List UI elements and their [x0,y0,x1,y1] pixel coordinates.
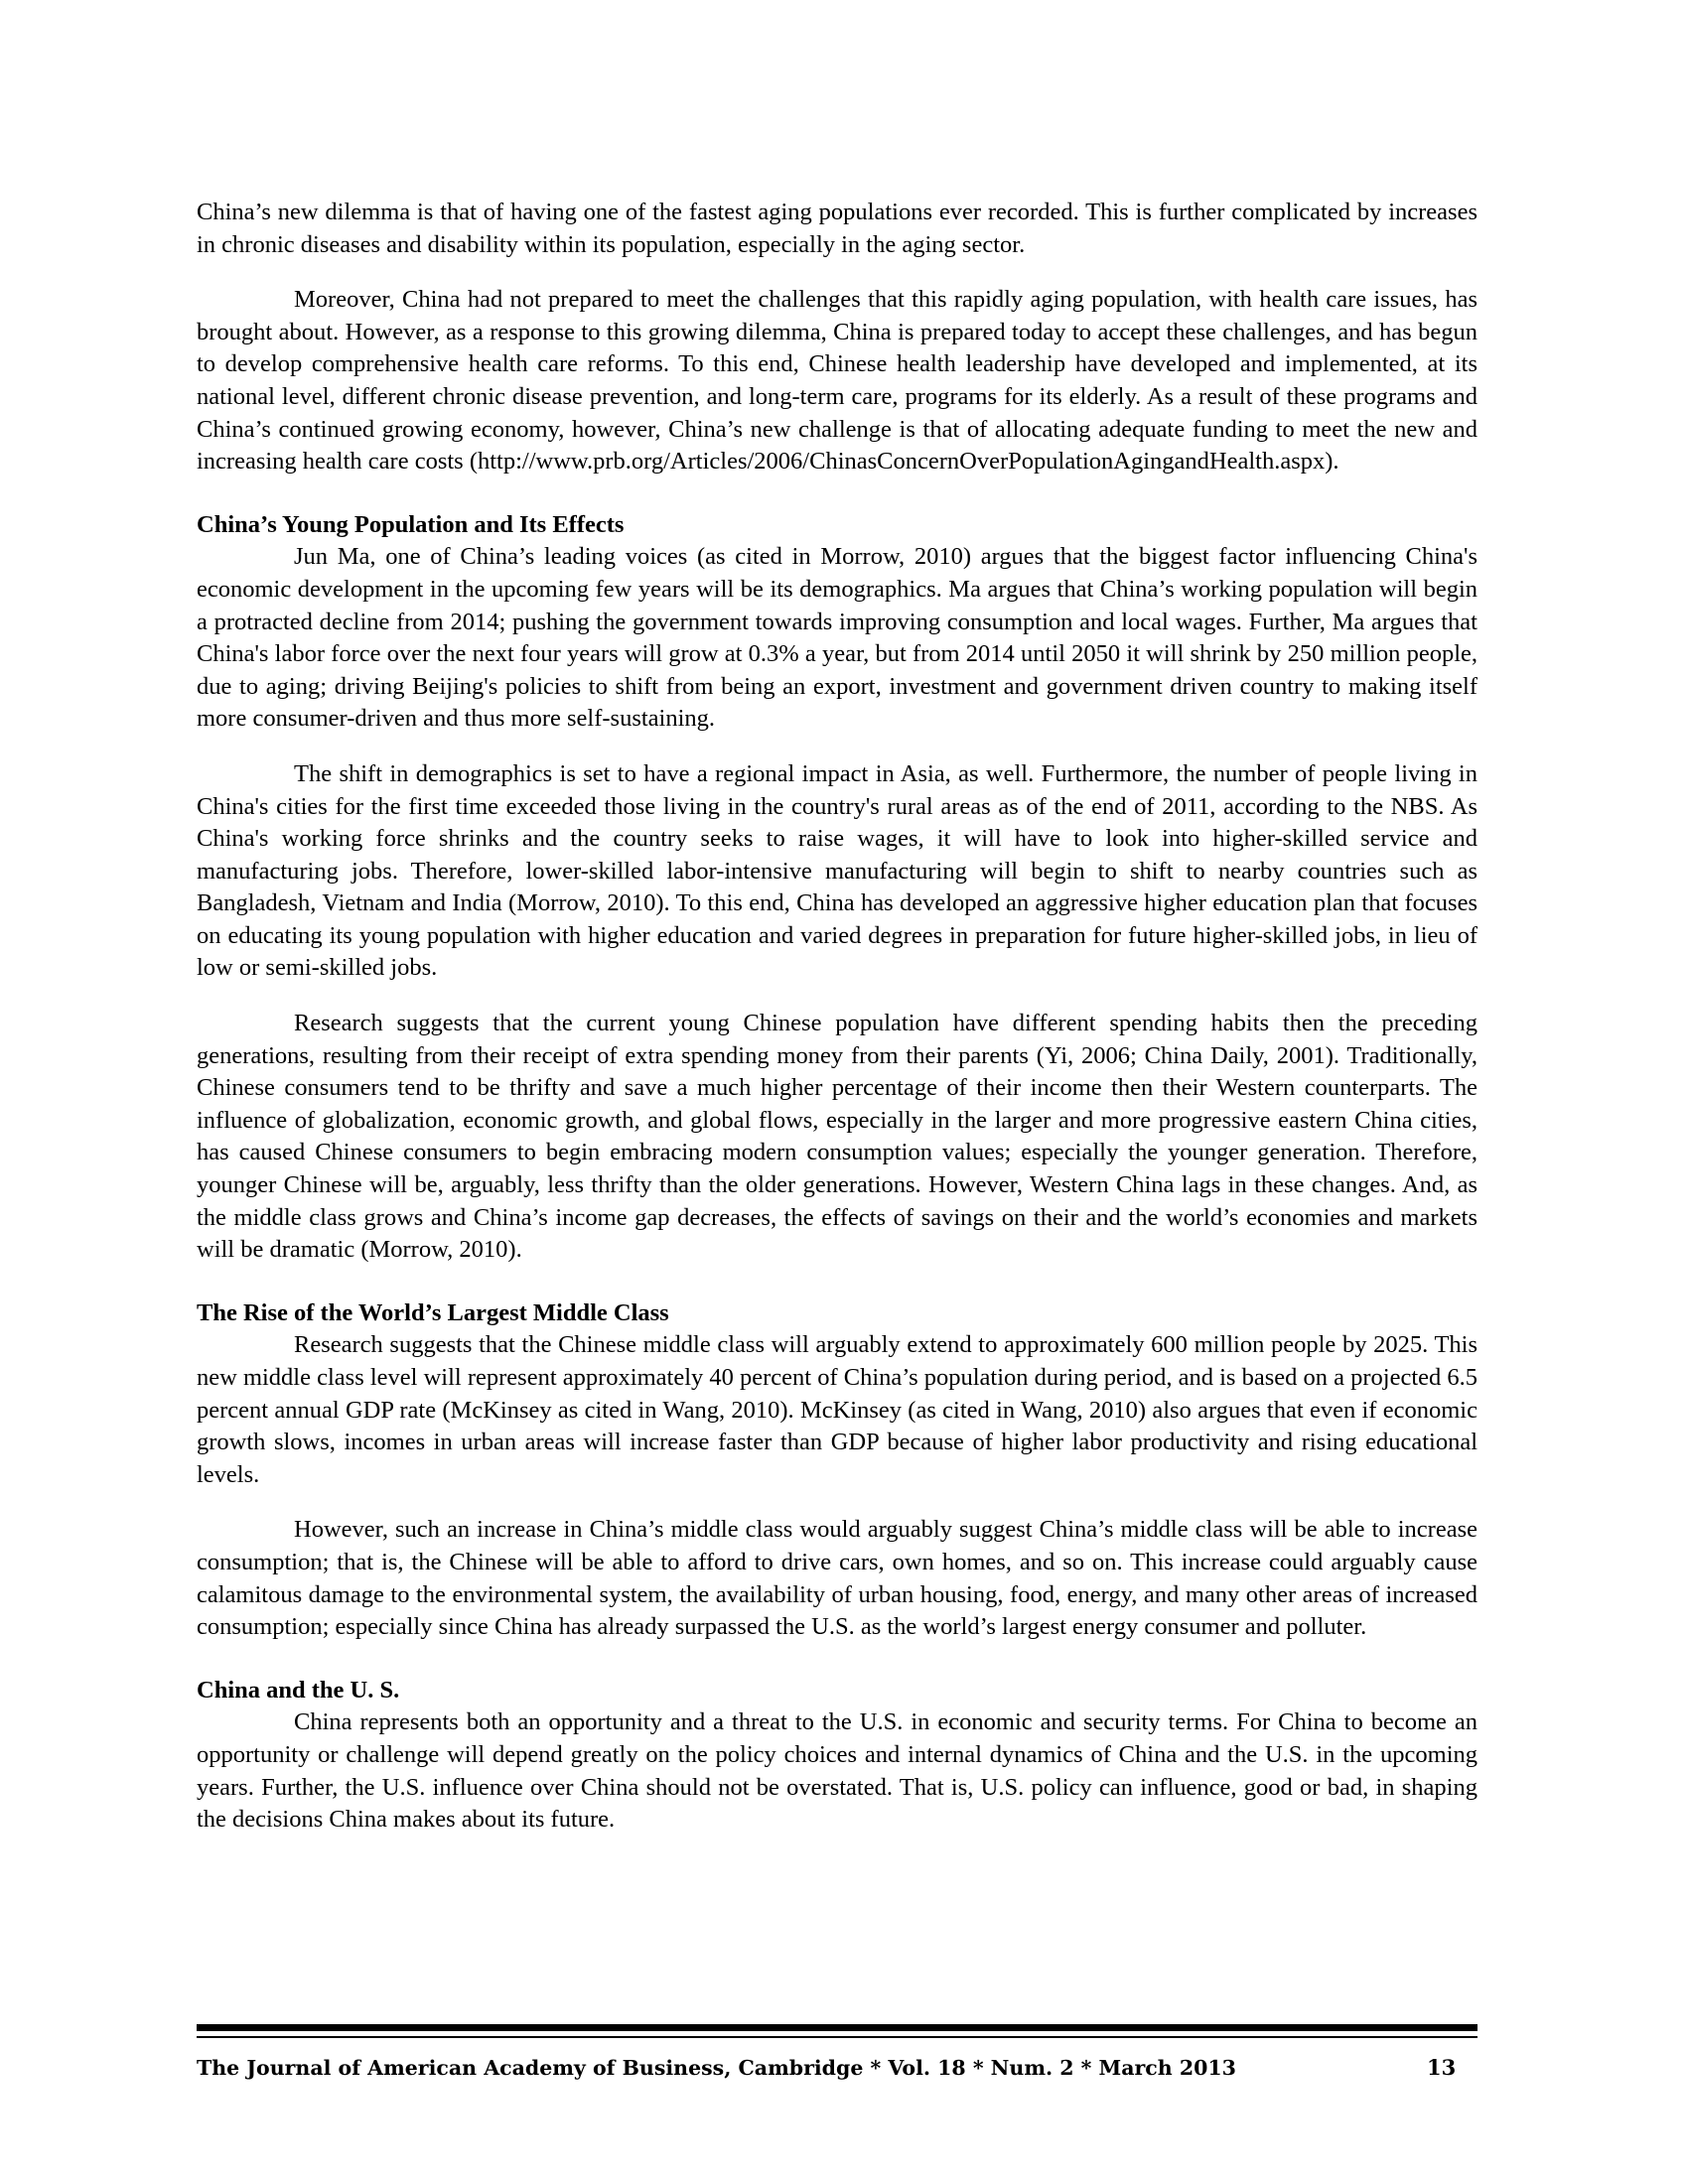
body-paragraph: China represents both an opportunity and a threat to the U.S. in economic and security terms. For China to become an opportunity or challenge will depend greatly on the policy choices and internal dynamics of China and the U.S. in the upcoming years. Further, the U.S. influence over China should not be overstated. That is, U.S. policy can influence, good or bad, in shaping the decisions China makes about its future. [197,1708,1477,1834]
body-paragraph: Moreover, China had not prepared to meet the challenges that this rapidly aging population, with health care issues, has brought about. However, as a response to this growing dilemma, China is prepared today to accept these challenges, and has begun to develop comprehensive health care reforms. To this end, Chinese health leadership have developed and implemented, at its national level, different chronic disease prevention, and long-term care, programs for its elderly. As a result of these programs and China’s continued growing economy, however, China’s new challenge is that of allocating adequate funding to meet the new and increasing health care costs (http://www.prb.org/Articles/2006/ChinasConcernOverPopulationAgingandHealth.aspx). [197,286,1477,476]
footer-journal-citation: The Journal of American Academy of Business, Cambridge * Vol. 18 * Num. 2 * March 2013 [197,2056,1236,2080]
document-body [197,197,1477,1837]
footer-rule-thick [197,2024,1477,2031]
body-paragraph: China’s new dilemma is that of having one of the fastest aging populations ever recorded. This is further complicated by increases in chronic diseases and disability within its population, especially in the aging sector. [197,199,1477,258]
body-paragraph: The shift in demographics is set to have a regional impact in Asia, as well. Furthermore, the number of people living in China's cities for the first time exceeded those living in the country's rural areas as of the end of 2011, according to the NBS. As China's working force shrinks and the country seeks to raise wages, it will have to look into higher-skilled service and manufacturing jobs. Therefore, lower-skilled labor-intensive manufacturing will begin to shift to nearby countries such as Bangladesh, Vietnam and India (Morrow, 2010). To this end, China has developed an aggressive higher education plan that focuses on educating its young population with higher education and varied degrees in preparation for future higher-skilled jobs, in lieu of low or semi-skilled jobs. [197,759,1477,982]
body-paragraph: Jun Ma, one of China’s leading voices (as cited in Morrow, 2010) argues that the biggest factor influencing China's economic development in the upcoming few years will be its demographics. Ma argues that China’s working population will begin a protracted decline from 2014; pushing the government towards improving consumption and local wages. Further, Ma argues that China's labor force over the next four years will grow at 0.3% a year, but from 2014 until 2050 it will shrink by 250 million people, due to aging; driving Beijing's policies to shift from being an export, investment and government driven country to making itself more consumer-driven and thus more self-sustaining. [197,543,1477,733]
section-heading: China’s Young Population and Its Effects [197,510,625,538]
footer-rule-thin [197,2036,1477,2038]
body-paragraph: However, such an increase in China’s middle class would arguably suggest China’s middle class will be able to increase consumption; that is, the Chinese will be able to afford to drive cars, own homes, and so on. This increase could arguably cause calamitous damage to the environmental system, the availability of urban housing, food, energy, and many other areas of increased consumption; especially since China has already surpassed the U.S. as the world’s largest energy consumer and polluter. [197,1516,1477,1641]
section-heading: The Rise of the World’s Largest Middle Class [197,1298,669,1326]
section-heading: China and the U. S. [197,1676,400,1704]
body-paragraph: Research suggests that the current young Chinese population have different spending habits then the preceding generations, resulting from their receipt of extra spending money from their parents (Yi, 2006; China Daily, 2001). Traditionally, Chinese consumers tend to be thrifty and save a much higher percentage of their income then their Western counterparts. The influence of globalization, economic growth, and global flows, especially in the larger and more progressive eastern China cities, has caused Chinese consumers to begin embracing modern consumption values; especially the younger generation. Therefore, younger Chinese will be, arguably, less thrifty than the older generations. However, Western China lags in these changes. And, as the middle class grows and China’s income gap decreases, the effects of savings on their and the world’s economies and markets will be dramatic (Morrow, 2010). [197,1010,1477,1264]
body-paragraph: Research suggests that the Chinese middle class will arguably extend to approximately 600 million people by 2025. This new middle class level will represent approximately 40 percent of China’s population during period, and is based on a projected 6.5 percent annual GDP rate (McKinsey as cited in Wang, 2010). McKinsey (as cited in Wang, 2010) also argues that even if economic growth slows, incomes in urban areas will increase faster than GDP because of higher labor productivity and rising educational levels. [197,1331,1477,1488]
page-number: 13 [1427,2055,1457,2080]
